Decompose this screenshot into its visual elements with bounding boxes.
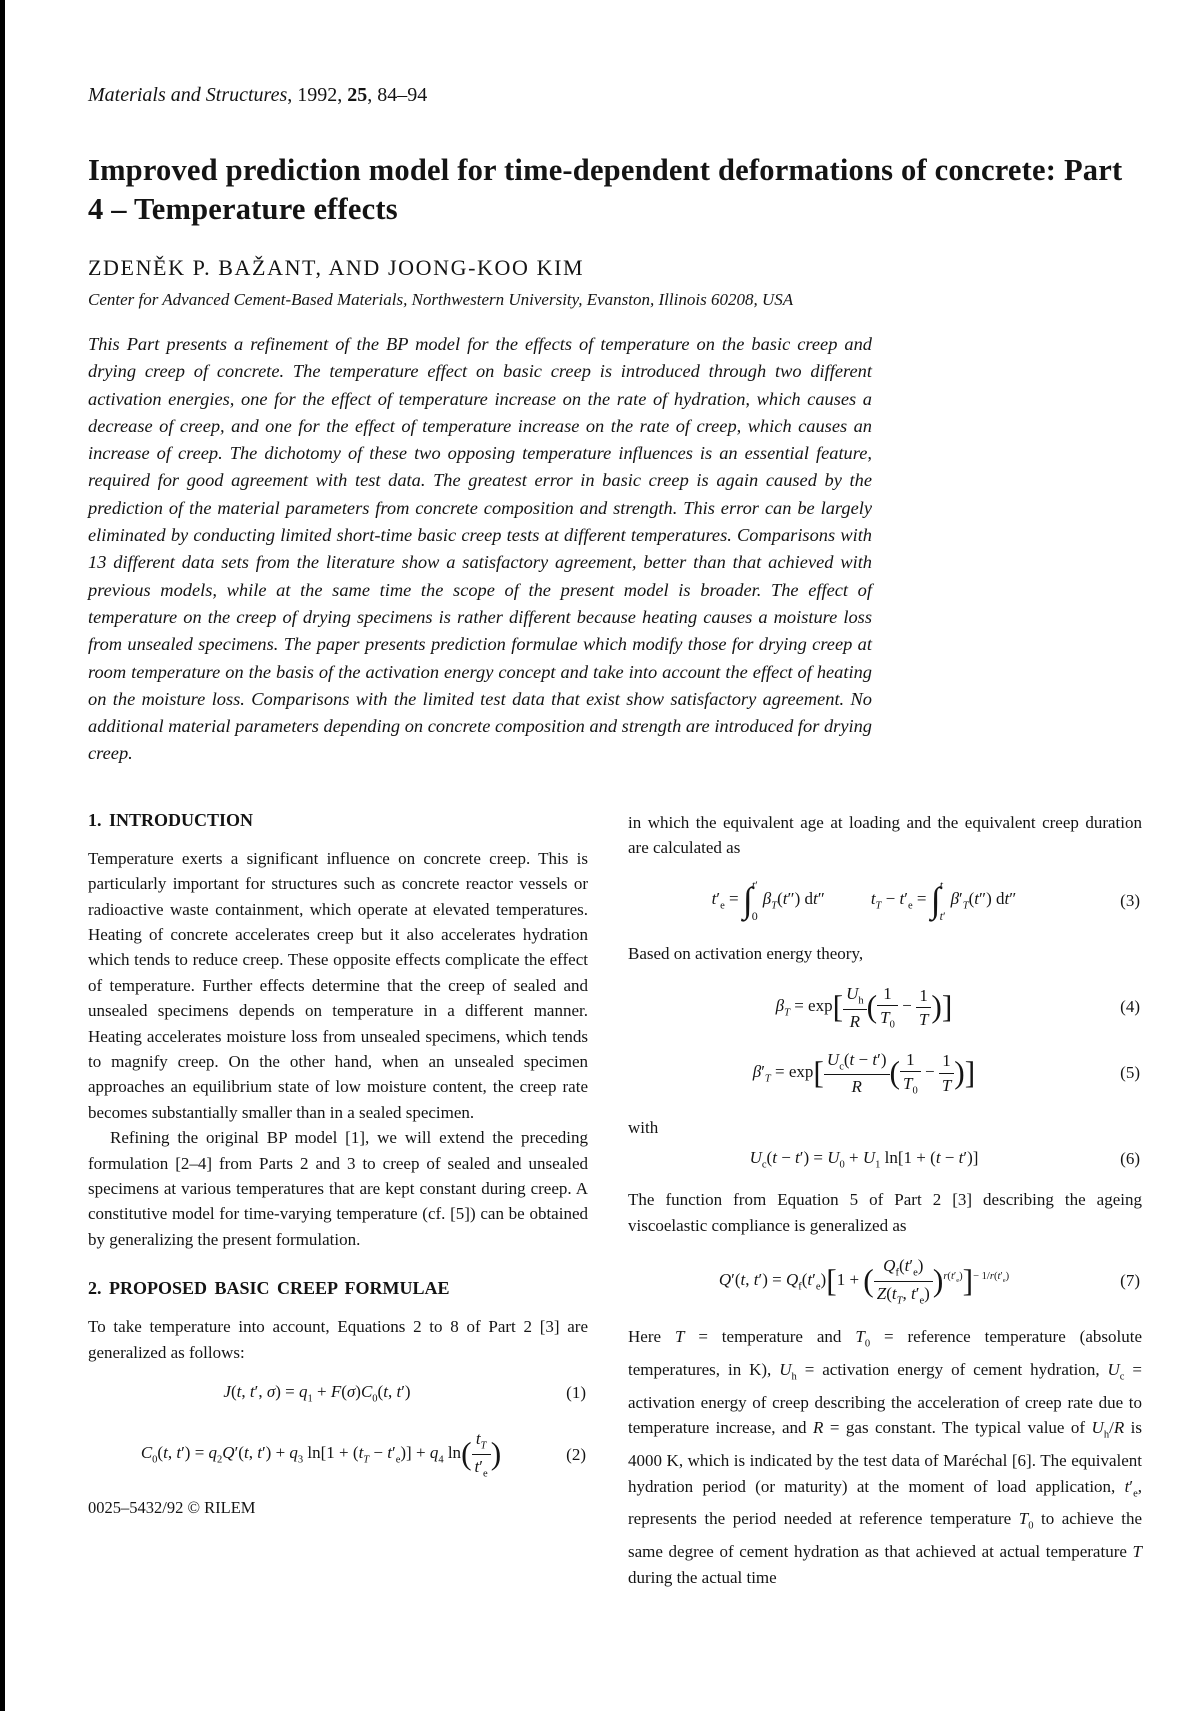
equation-4 bbox=[628, 983, 1142, 1032]
abstract-text: This Part presents a refinement of the BP model for the effects of temperature on the basic creep and drying creep of concrete. The temperature effect on basic creep is introduced through two different activation energies, one for the effect of temperature increase on the rate of hydration, which causes a decrease of creep, and one for the effect of temperature increase on the rate of creep, which causes an increase of creep. The dichotomy of these two opposing temperature influences is an essential feature, required for good agreement with test data. The greatest error in basic creep is again caused by the prediction of the material parameters from concrete composition and strength. This error can be largely eliminated by conducting limited short-time basic creep tests at different temperatures. Comparisons with 13 different data sets from the literature show a satisfactory agreement, better than that achieved with previous models, while at the same time the scope of the present model is broader. The effect of temperature on the creep of drying specimens is rather different because heating causes a moisture loss from unsealed specimens. The paper presents prediction formulae which modify those for drying creep at room temperature on the basis of the activation energy concept and take into account the effect of heating on the moisture loss. Comparisons with the limited test data that exist show satisfactory agreement. No additional material parameters depending on concrete composition and strength are introduced for drying creep. bbox=[88, 334, 872, 764]
equation-7 bbox=[628, 1255, 1142, 1307]
left-column bbox=[88, 810, 588, 1590]
two-column-body bbox=[88, 810, 1142, 1590]
formulae-paragraph: To take temperature into account, Equations 2 to 8 of Part 2 [3] are generalized as follows: bbox=[88, 1317, 588, 1362]
right-paragraph-definitions: Here T = temperature and $T_0$ = reference temperature (absolute temperatures, in K), $U_h$ = activation energy of cement hydration, $U_c$ = activation energy of creep describing the acceleration of creep rate due to temperature increase, and R = gas constant. The typical value of $U_h/R$ is 4000 K, which is indicated by the test data of Maréchal [6]. The equivalent hydration period (or maturity) at the moment of load application, $t'_e$, represents the period needed at reference temperature $T_0$ to achieve the same degree of cement hydration as that achieved at actual temperature T during the actual time bbox=[628, 1327, 1143, 1587]
equation-1-number: (1) bbox=[566, 1383, 586, 1403]
section-heading-introduction: 1. INTRODUCTION bbox=[88, 809, 254, 830]
right-column bbox=[628, 810, 1142, 1590]
equation-7-body: Q′(t, $t') = Q_f(t'_e)[1$ + ( $\frac{Q_f(t'_e)}{Z(t_T, t'_e)}$ )$^{r(t'_e)}$]$^{- 1/r(t'_e)}$ bbox=[718, 1256, 1010, 1307]
right-paragraph-lead: in which the equivalent age at loading and the equivalent creep duration are calculated as bbox=[628, 812, 1142, 858]
equation-3 bbox=[628, 878, 1142, 924]
equation-7-number: (7) bbox=[1120, 1271, 1140, 1291]
equation-1 bbox=[88, 1382, 588, 1404]
equation-5-number: (5) bbox=[1120, 1063, 1140, 1083]
authors-line: ZDENĚK P. BAŽANT, AND JOONG-KOO KIM bbox=[88, 255, 585, 280]
equation-4-body: $\beta_T = \exp$[ $\frac{U_h}{R}$ ( $\frac{1}{T_0}$ − $\frac{1}{T}$ )] bbox=[775, 983, 953, 1031]
equation-2-number: (2) bbox=[566, 1444, 586, 1464]
equation-5-body: $\beta'_T = \exp$[ $\frac{U_c(t - t')}{R}$ ( $\frac{1}{T_0}$ − $\frac{1}{T}$ )] bbox=[752, 1049, 976, 1097]
issn-copyright-line: 0025–5432/92 © RILEM bbox=[88, 1497, 256, 1517]
scan-edge-bar bbox=[0, 0, 5, 1711]
paper-title: Improved prediction model for time-dependent deformations of concrete: Part 4 – Temperature effects bbox=[88, 153, 1123, 226]
equation-2 bbox=[88, 1428, 588, 1480]
right-paragraph-function: The function from Equation 5 of Part 2 [3] describing the ageing viscoelastic compliance is generalized as bbox=[628, 1190, 1142, 1235]
affiliation-line: Center for Advanced Cement-Based Materials, Northwestern University, Evanston, Illinois 60208, USA bbox=[88, 290, 794, 309]
journal-citation-line: Materials and Structures, 1992, 25, 84–94 bbox=[88, 84, 428, 106]
equation-4-number: (4) bbox=[1120, 997, 1140, 1017]
equation-6-number: (6) bbox=[1120, 1149, 1140, 1169]
equation-3-body: $t'_e$ = ∫ t′ 0 $\beta_T(t'')$ dt″ $t_T - t'_e$ = ∫ t t′ $\beta'_T(t'')$ dt″ bbox=[711, 877, 1017, 923]
with-label: with bbox=[628, 1117, 659, 1137]
equation-6-body: $U_c(t - t') = U_0 + U_1$ ln[1 + (t − t′)] bbox=[749, 1148, 979, 1171]
equation-1-body: J(t, t′, $\sigma) = q_1 + F(\sigma)C_0(t$, t′) bbox=[223, 1382, 411, 1405]
right-paragraph-activation: Based on activation energy theory, bbox=[628, 943, 864, 963]
intro-paragraph-2: Refining the original BP model [1], we will extend the preceding formulation [2–4] from Parts 2 and 3 to creep of sealed and unsealed specimens at various temperatures that are kept constant during creep. A constitutive model for time-varying temperature (cf. [5]) can be obtained by generalizing the present formulation. bbox=[88, 1128, 588, 1249]
equation-5 bbox=[628, 1049, 1142, 1098]
section-heading-formulae: 2. PROPOSED BASIC CREEP FORMULAE bbox=[88, 1278, 450, 1299]
intro-paragraph-1: Temperature exerts a significant influence on concrete creep. This is particularly important for structures such as concrete reactor vessels or radioactive waste containment, which operate at elevated temperatures. Heating of concrete accelerates creep but it also accelerates hydration which tends to reduce creep. These opposite effects complicate the effect of temperature. Further effects determine that the creep of sealed and unsealed specimens depends on temperature in a different manner. Heating accelerates moisture loss from unsealed specimens, which tends to magnify creep. On the other hand, when an unsealed specimen approaches an equilibrium state of low moisture content, the creep rate becomes substantially smaller than in a sealed specimen. bbox=[88, 848, 588, 1122]
equation-3-number: (3) bbox=[1120, 890, 1140, 910]
equation-6 bbox=[628, 1148, 1142, 1170]
equation-2-body: $C_0(t$, $t') = q_2Q'(t$, $t') + q_3$ $\ln[1 + (t_T - t'_e)] + q_4$ ln( $\frac{t_T}{t'_e}$ ) bbox=[140, 1429, 502, 1480]
